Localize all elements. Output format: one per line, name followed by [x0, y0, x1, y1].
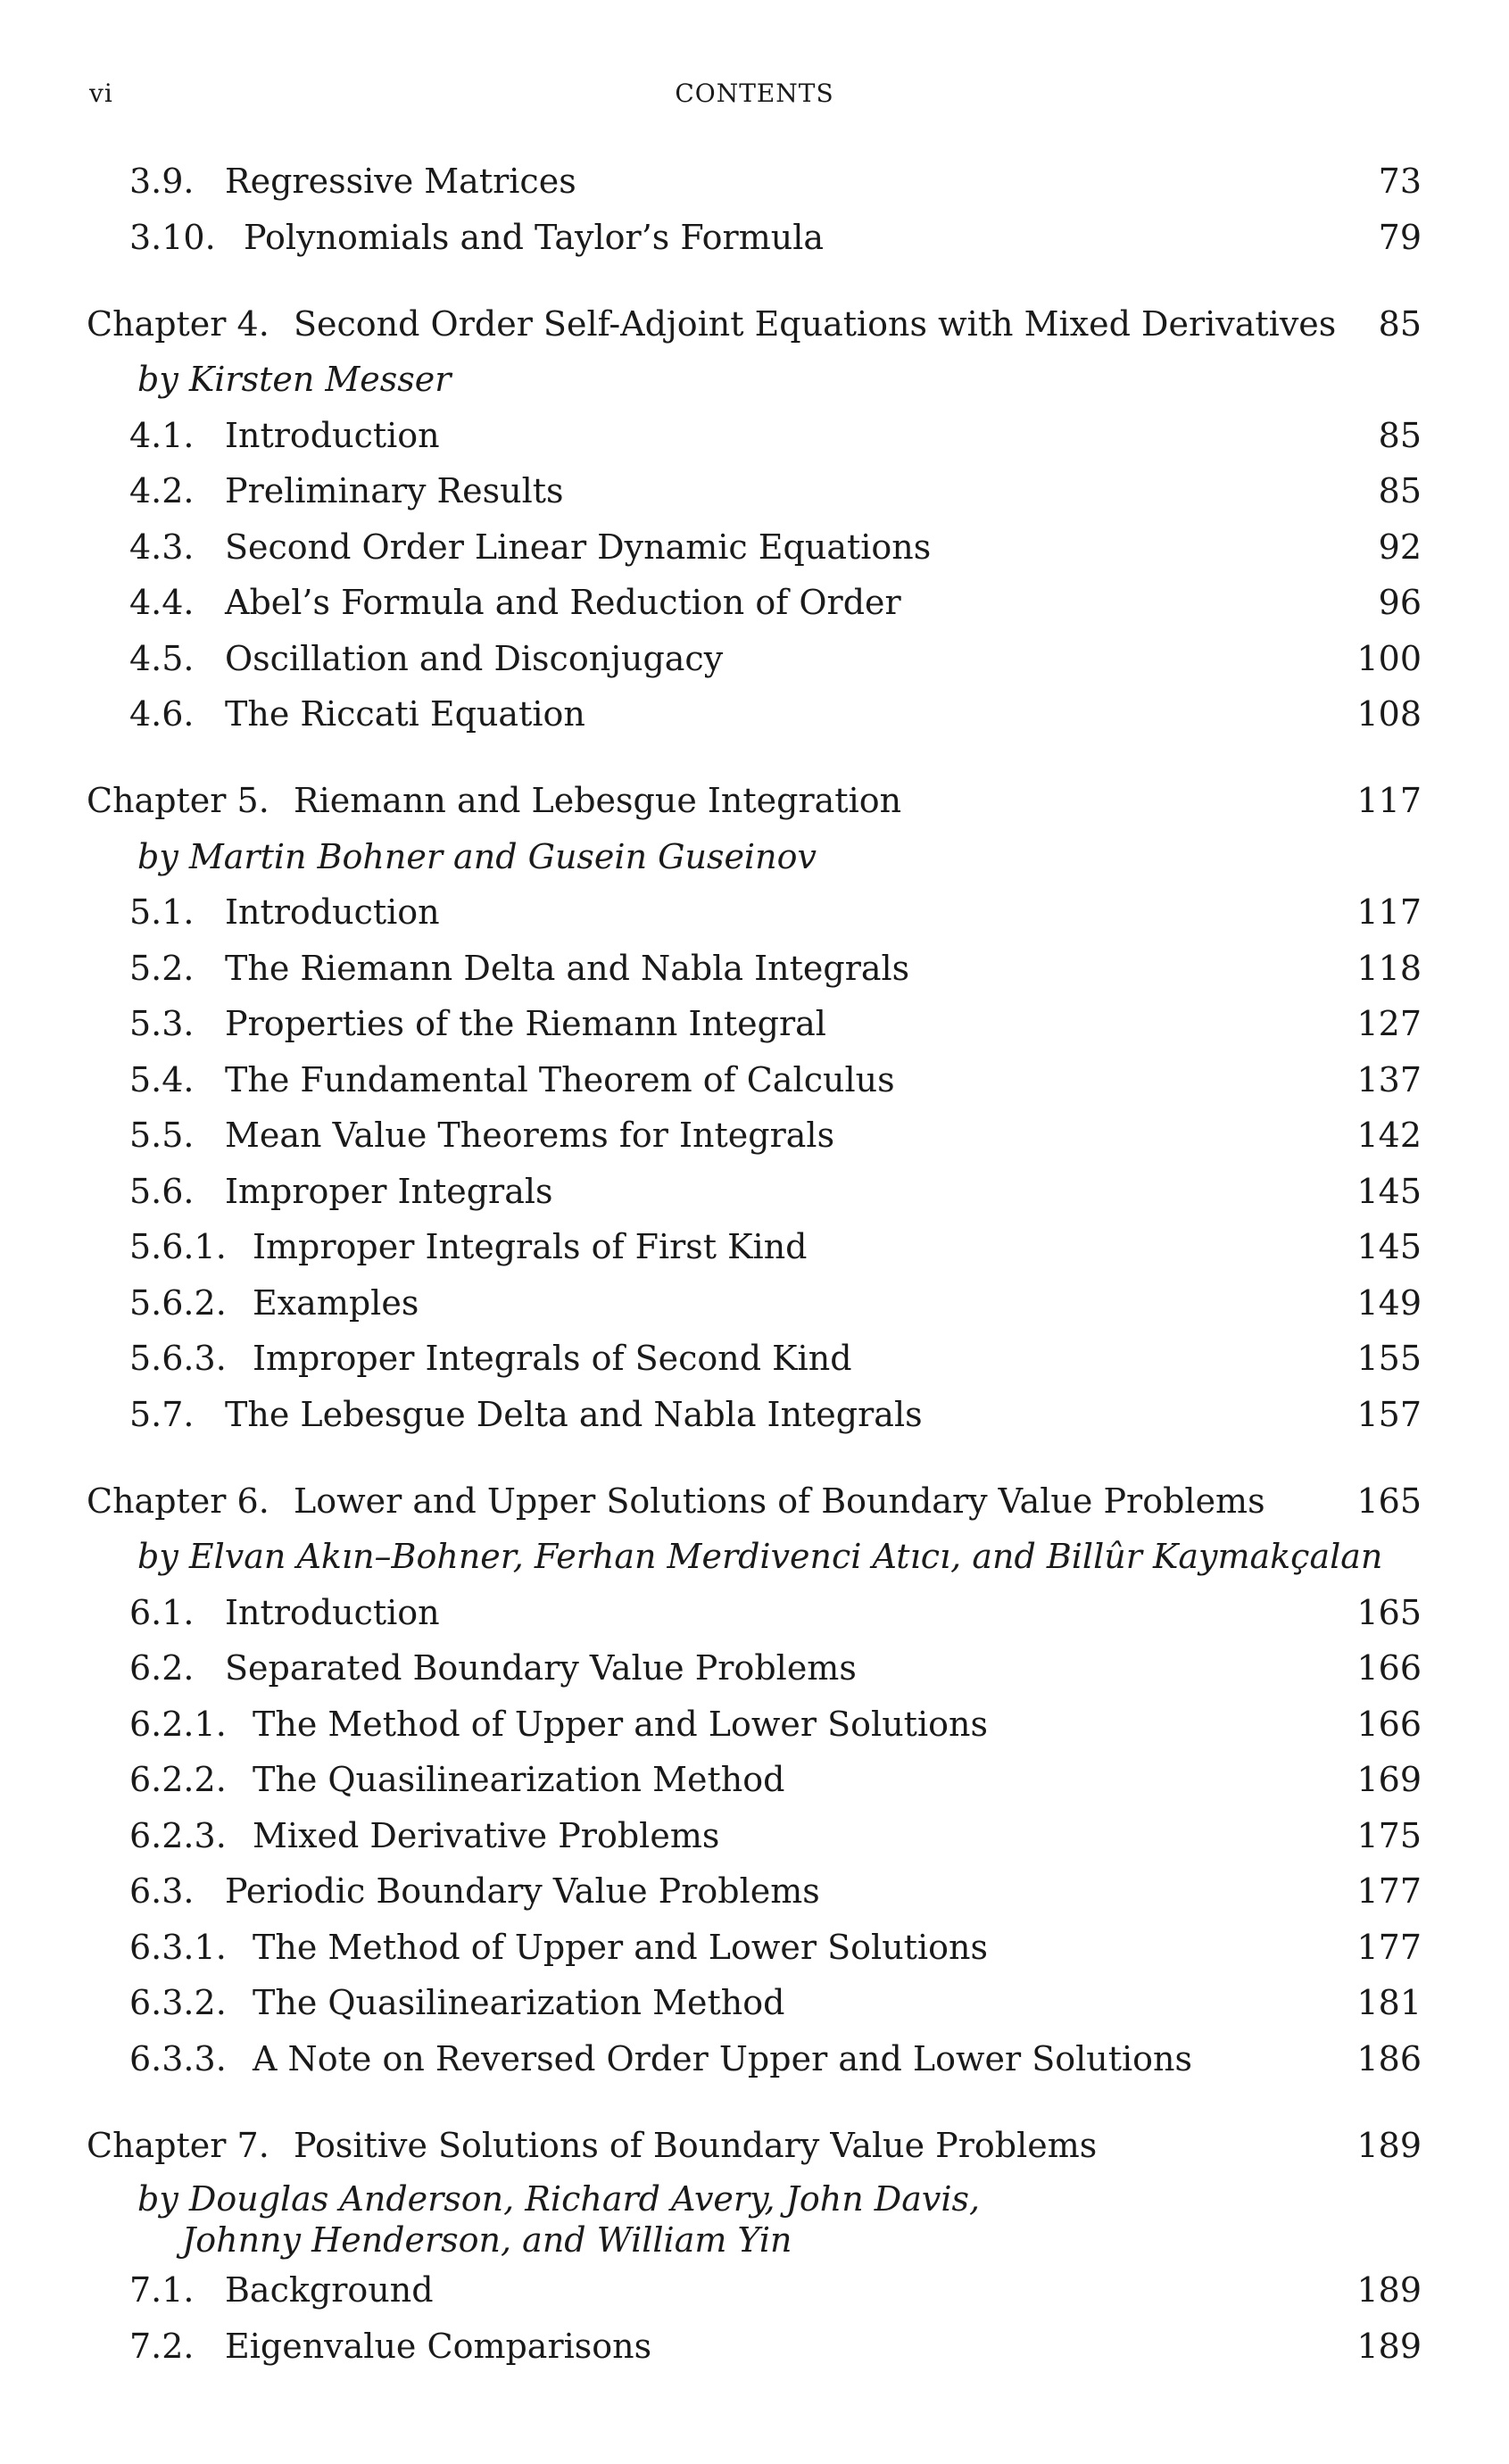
chapter-title: Positive Solutions of Boundary Value Problems	[294, 2125, 1098, 2165]
section-title: The Riccati Equation	[225, 694, 585, 734]
page-ref: 118	[1356, 948, 1422, 988]
section-gap	[0, 1442, 1509, 1473]
section-number: 6.2.	[129, 1648, 195, 1688]
section-number: 5.5.	[129, 1116, 195, 1155]
chapter-number: Chapter 6.	[87, 1481, 269, 1521]
toc-section-entry[interactable]	[0, 884, 1509, 941]
page-ref: 79	[1378, 217, 1422, 257]
page-ref: 145	[1356, 1171, 1422, 1211]
section-number: 4.3.	[129, 527, 195, 567]
section-title: Oscillation and Disconjugacy	[225, 638, 724, 678]
chapter-number: Chapter 5.	[87, 781, 269, 820]
section-number: 6.3.1.	[129, 1927, 227, 1967]
toc-section-entry[interactable]	[0, 1387, 1509, 1443]
section-number: 5.4.	[129, 1059, 195, 1099]
section-title: Introduction	[225, 1592, 440, 1632]
page-ref: 73	[1378, 162, 1422, 201]
section-title: Introduction	[225, 892, 440, 932]
page-ref: 166	[1356, 1704, 1422, 1744]
section-number: 5.6.1.	[129, 1227, 227, 1266]
section-number: 6.1.	[129, 1592, 195, 1632]
section-gap	[0, 2087, 1509, 2118]
section-title: Improper Integrals of First Kind	[253, 1227, 808, 1266]
toc-subsection-entry[interactable]	[0, 2031, 1509, 2087]
page-ref: 189	[1356, 2270, 1422, 2310]
toc-section-entry[interactable]	[0, 1164, 1509, 1220]
page-ref: 177	[1356, 1927, 1422, 1967]
section-title: Introduction	[225, 415, 440, 455]
toc-chapter-entry[interactable]	[0, 1473, 1509, 1530]
section-title: The Riemann Delta and Nabla Integrals	[225, 948, 910, 988]
section-title: Improper Integrals	[225, 1171, 553, 1211]
toc-subsection-entry[interactable]	[0, 1920, 1509, 1976]
page-ref: 145	[1356, 1227, 1422, 1266]
section-title: The Method of Upper and Lower Solutions	[253, 1927, 988, 1967]
running-title: CONTENTS	[675, 79, 834, 108]
section-title: The Fundamental Theorem of Calculus	[225, 1059, 895, 1099]
section-title: Background	[225, 2270, 434, 2310]
section-title: Preliminary Results	[225, 471, 564, 510]
chapter-title: Second Order Self-Adjoint Equations with Mixed Derivatives	[294, 303, 1337, 344]
page-ref: 186	[1356, 2038, 1422, 2078]
section-title: The Quasilinearization Method	[253, 1760, 785, 1799]
page-ref: 189	[1356, 2125, 1422, 2165]
section-title: Mean Value Theorems for Integrals	[225, 1116, 835, 1155]
page-ref: 189	[1356, 2326, 1422, 2366]
section-title: A Note on Reversed Order Upper and Lower Solutions	[253, 2038, 1193, 2078]
page-ref: 108	[1356, 694, 1422, 734]
page-ref: 127	[1356, 1004, 1422, 1043]
section-number: 5.3.	[129, 1004, 195, 1043]
section-title: Examples	[253, 1282, 419, 1323]
page-ref: 149	[1356, 1282, 1422, 1323]
page-ref: 117	[1356, 781, 1422, 820]
page-ref: 92	[1378, 527, 1422, 567]
page-ref: 85	[1378, 415, 1422, 455]
page-ref: 85	[1378, 471, 1422, 510]
section-number: 5.6.3.	[129, 1339, 227, 1378]
toc-chapter-entry[interactable]	[0, 773, 1509, 829]
section-number: 5.6.	[129, 1171, 195, 1211]
section-title: Second Order Linear Dynamic Equations	[225, 527, 932, 567]
section-number: 6.2.3.	[129, 1815, 227, 1855]
section-number: 3.9.	[129, 162, 195, 201]
page-ref: 100	[1356, 638, 1422, 678]
section-title: Eigenvalue Comparisons	[225, 2326, 652, 2366]
section-title: Regressive Matrices	[225, 162, 576, 201]
toc-section-entry[interactable]	[0, 941, 1509, 997]
toc-section-entry[interactable]	[0, 519, 1509, 576]
toc-section-entry[interactable]	[0, 631, 1509, 687]
section-number: 6.3.3.	[129, 2038, 227, 2078]
page-ref: 165	[1356, 1481, 1422, 1521]
toc-subsection-entry[interactable]	[0, 1219, 1509, 1275]
chapter-number: Chapter 4.	[87, 303, 269, 344]
page-ref: 96	[1378, 583, 1422, 622]
section-number: 5.2.	[129, 948, 195, 988]
section-number: 6.3.2.	[129, 1983, 227, 2022]
section-gap	[0, 743, 1509, 774]
chapter-authors: by Martin Bohner and Gusein Guseinov	[137, 836, 817, 876]
toc-section-entry[interactable]	[0, 1585, 1509, 1641]
toc-subsection-entry[interactable]	[0, 1275, 1509, 1332]
toc-section-entry[interactable]	[0, 408, 1509, 464]
toc-section-entry[interactable]	[0, 686, 1509, 743]
toc-subsection-entry[interactable]	[0, 1752, 1509, 1808]
section-number: 5.6.2.	[129, 1282, 227, 1323]
section-number: 5.7.	[129, 1394, 195, 1434]
toc-section-entry[interactable]	[0, 1052, 1509, 1108]
toc-section-entry[interactable]	[0, 153, 1509, 210]
section-number: 6.2.2.	[129, 1760, 227, 1799]
page-ref: 177	[1356, 1871, 1422, 1911]
toc-subsection-entry[interactable]	[0, 1697, 1509, 1753]
section-number: 5.1.	[129, 892, 195, 932]
section-number: 4.2.	[129, 471, 195, 510]
running-head	[0, 79, 1509, 114]
section-title: Improper Integrals of Second Kind	[253, 1339, 852, 1378]
section-title: The Lebesgue Delta and Nabla Integrals	[225, 1394, 923, 1434]
section-title: Periodic Boundary Value Problems	[225, 1871, 820, 1911]
chapter-authors: by Elvan Akın–Bohner, Ferhan Merdivenci Atıcı, and Billûr Kaymakçalan	[137, 1537, 1383, 1576]
page-ref: 169	[1356, 1760, 1422, 1799]
section-title: Polynomials and Taylor’s Formula	[244, 217, 825, 257]
toc-subsection-entry[interactable]	[0, 1331, 1509, 1387]
toc-section-entry[interactable]	[0, 210, 1509, 266]
toc-section-entry[interactable]	[0, 1640, 1509, 1697]
chapter-authors: Johnny Henderson, and William Yin	[182, 2220, 792, 2260]
section-title: The Quasilinearization Method	[253, 1983, 785, 2022]
toc-subsection-entry[interactable]	[0, 1975, 1509, 2031]
chapter-authors: by Douglas Anderson, Richard Avery, John Davis,	[137, 2179, 981, 2219]
section-number: 7.2.	[129, 2326, 195, 2366]
section-title: Properties of the Riemann Integral	[225, 1004, 826, 1043]
page-ref: 157	[1356, 1394, 1422, 1434]
chapter-title: Riemann and Lebesgue Integration	[294, 781, 902, 820]
page-ref: 175	[1356, 1815, 1422, 1855]
section-number: 3.10.	[129, 217, 216, 257]
page-ref: 117	[1356, 892, 1422, 932]
page-ref: 137	[1356, 1059, 1422, 1099]
toc-section-entry[interactable]	[0, 2262, 1509, 2319]
page-ref: 166	[1356, 1648, 1422, 1688]
section-title: The Method of Upper and Lower Solutions	[253, 1704, 988, 1744]
page-ref: 181	[1356, 1983, 1422, 2022]
chapter-authors: by Kirsten Messer	[137, 360, 452, 399]
section-number: 6.3.	[129, 1871, 195, 1911]
toc-section-entry[interactable]	[0, 463, 1509, 519]
section-title: Separated Boundary Value Problems	[225, 1648, 857, 1688]
toc-section-entry[interactable]	[0, 2319, 1509, 2375]
page-number: vi	[89, 79, 113, 108]
toc-section-entry[interactable]	[0, 1108, 1509, 1164]
toc-section-entry[interactable]	[0, 575, 1509, 631]
section-number: 4.6.	[129, 694, 195, 734]
table-of-contents	[0, 153, 1509, 2374]
page-ref: 142	[1356, 1116, 1422, 1155]
section-title: Abel’s Formula and Reduction of Order	[225, 583, 901, 622]
toc-chapter-entry[interactable]	[0, 296, 1509, 353]
toc-section-entry[interactable]	[0, 1863, 1509, 1920]
page-ref: 85	[1378, 303, 1422, 344]
section-number: 7.1.	[129, 2270, 195, 2310]
toc-subsection-entry[interactable]	[0, 1808, 1509, 1864]
page-ref: 165	[1356, 1592, 1422, 1632]
section-number: 4.4.	[129, 583, 195, 622]
section-number: 4.5.	[129, 638, 195, 678]
chapter-number: Chapter 7.	[87, 2125, 269, 2165]
section-number: 4.1.	[129, 415, 195, 455]
toc-chapter-entry[interactable]	[0, 2118, 1509, 2174]
section-number: 6.2.1.	[129, 1704, 227, 1744]
section-gap	[0, 265, 1509, 296]
page-ref: 155	[1356, 1339, 1422, 1378]
toc-section-entry[interactable]	[0, 996, 1509, 1052]
section-title: Mixed Derivative Problems	[253, 1815, 720, 1855]
chapter-title: Lower and Upper Solutions of Boundary Value Problems	[294, 1481, 1265, 1521]
